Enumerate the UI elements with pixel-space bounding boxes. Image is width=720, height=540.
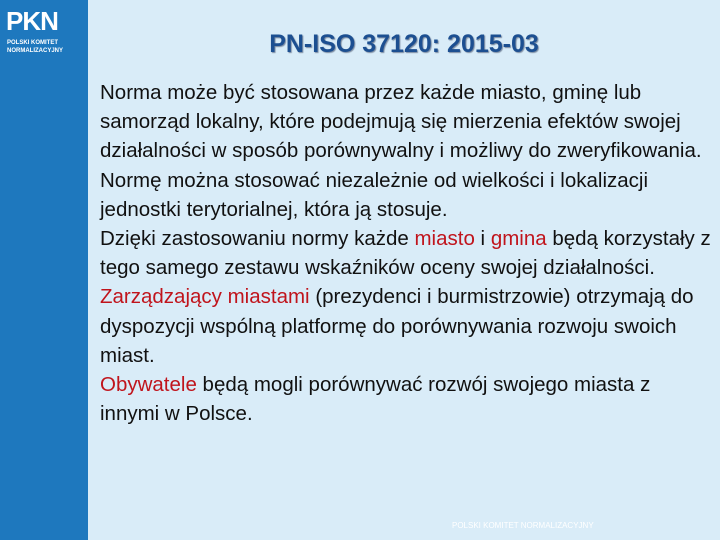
paragraph-4-text: będą mogli porównywać rozwój swojego miasta z innymi w Polsce. (100, 373, 651, 426)
paragraph-2-text-a: Dzięki zastosowaniu normy każde (100, 227, 415, 251)
footer-text: POLSKI KOMITET NORMALIZACYJNY (452, 521, 594, 530)
sidebar (0, 0, 88, 540)
paragraph-3 (100, 282, 714, 370)
paragraph-1: Norma może być stosowana przez każde miasto, gminę lub samorząd lokalny, które podejmują się mierzenia efektów swojej działalności w sposób porównywalny i możliwy do zweryfikowania. Normę można stosować niezależnie od wielkości i lokalizacji jednostki terytorialnej, która ją stosuje. (100, 81, 702, 221)
highlight-zarzadzajacy: Zarządzający miastami (100, 285, 310, 309)
paragraph-2-text-b: i (474, 227, 491, 251)
paragraph-3-text: (prezydenci i burmistrzowie) otrzymają do dyspozycji wspólną platformę do porównywania rozwoju swoich miast. (100, 285, 694, 367)
highlight-gmina: gmina (490, 227, 547, 251)
logo-line-1: POLSKI KOMITET (7, 40, 58, 46)
paragraph-2-text-c: będą korzystały z tego samego zestawu wskaźników oceny swojej działalności. (100, 227, 711, 280)
slide-body (100, 78, 714, 428)
slide-title: PN-ISO 37120: 2015-03 (269, 30, 539, 58)
highlight-miasto: miasto (414, 227, 475, 251)
paragraph-4 (100, 370, 714, 428)
highlight-obywatele: Obywatele (100, 373, 197, 397)
paragraph-2 (100, 224, 714, 282)
logo-line-2: NORMALIZACYJNY (7, 48, 64, 54)
logo-mark: PKN (6, 6, 58, 36)
logo-subtitle (7, 39, 87, 55)
pkn-logo (6, 6, 84, 66)
